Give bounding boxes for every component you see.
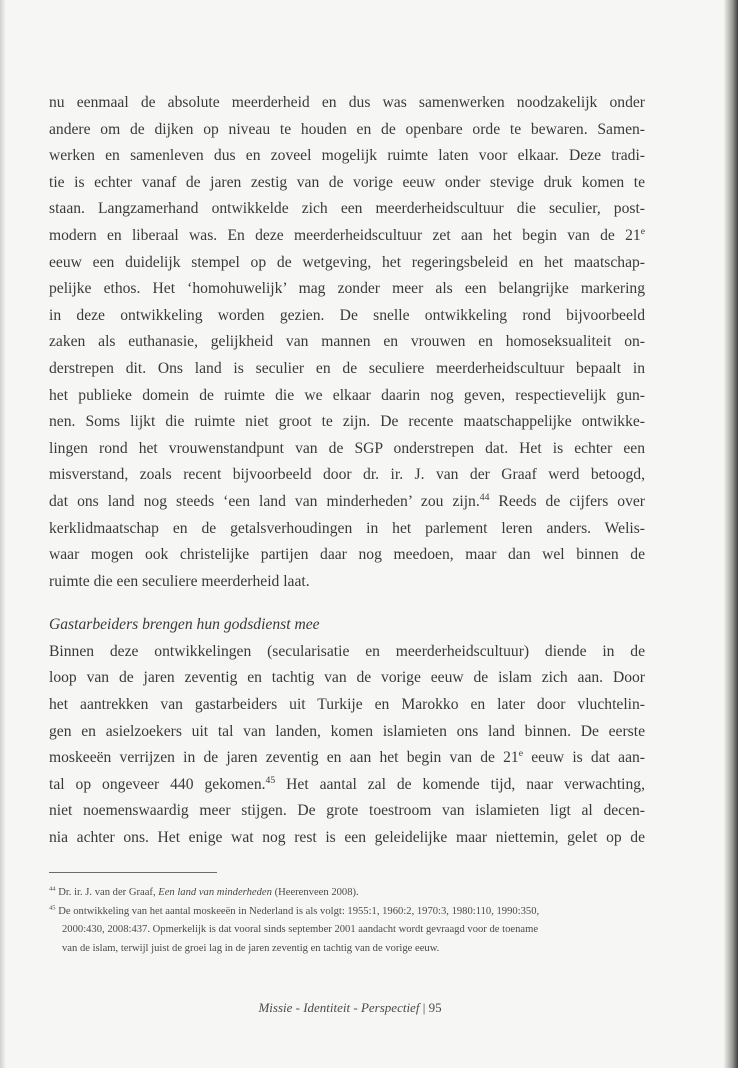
footnote-45 [49, 903, 645, 922]
text-line: pelijke ethos. Het ‘homohuwelijk’ mag zonder meer als een belangrijke markering [49, 280, 645, 298]
footnote-divider [49, 872, 217, 873]
text-line: tie is echter vanaf de jaren zestig van de vorige eeuw onder stevige druk komen te [49, 173, 645, 191]
paragraph-2 [49, 639, 645, 852]
text-line: nia achter ons. Het enige wat nog rest is een geleidelijke maar niettemin, gelet op de [49, 829, 645, 847]
text-line: in deze ontwikkeling worden gezien. De snelle ontwikkeling rond bijvoorbeeld [49, 306, 645, 324]
footer-separator: | [419, 1000, 429, 1015]
text-segment: modern en liberaal was. En deze meerderheidscultuur zet aan het begin van de 21 [49, 226, 641, 244]
text-line [49, 489, 645, 516]
text-line: lingen rond het vrouwenstandpunt van de SGP onderstrepen dat. Het is echter een [49, 439, 645, 457]
text-line: loop van de jaren zeventig en tachtig van de vorige eeuw de islam zich aan. Door [49, 669, 645, 687]
superscript-e: e [640, 225, 645, 237]
text-line: eeuw een duidelijk stempel op de wetgeving, het regeringsbeleid en het maatschap- [49, 253, 645, 271]
footnote-45-continued: van de islam, terwijl juist de groei lag in de jaren zeventig en tachtig van de vorige eeuw. [62, 942, 440, 954]
text-line: staan. Langzamerhand ontwikkelde zich een meerderheidscultuur die seculier, post- [49, 200, 645, 218]
text-line: gen en asielzoekers uit tal van landen, komen islamieten ons land binnen. De eerste [49, 722, 645, 740]
footnote-text: De ontwikkeling van het aantal moskeeën in Nederland is als volgt: 1955:1, 1960:2, 1970:3, 1980:110, 1990:350, [58, 905, 540, 917]
text-segment: moskeeën verrijzen in de jaren zeventig en aan het begin van de 21 [49, 749, 519, 767]
text-line: Binnen deze ontwikkelingen (secularisatie en meerderheidscultuur) diende in de [49, 642, 645, 660]
paragraph-1 [49, 90, 645, 595]
text-line: waar mogen ook christelijke partijen daar nog meedoen, maar dan wel binnen de [49, 546, 645, 564]
text-line: andere om de dijken op niveau te houden en de openbare orde te bewaren. Samen- [49, 120, 645, 138]
text-line: zaken als euthanasie, gelijkheid van mannen en vrouwen en homoseksualiteit on- [49, 333, 645, 351]
text-line: nu eenmaal de absolute meerderheid en dus was samenwerken noodzakelijk onder [49, 94, 645, 111]
footnote-number: 44 [49, 885, 56, 893]
text-line: werken en samenleven dus en zoveel mogelijk ruimte laten voor elkaar. Deze tradi- [49, 147, 645, 165]
footnote-44 [49, 884, 645, 903]
text-line: kerklidmaatschap en de getalsverhoudingen in het parlement leren anders. Welis- [49, 519, 645, 537]
text-segment: eeuw is dat aan- [531, 749, 645, 767]
body-text [49, 90, 645, 852]
page-footer [0, 1000, 700, 1016]
footnote-ref-45[interactable]: 45 [265, 774, 276, 786]
text-segment: Het aantal zal de komende tijd, naar verwachting, [286, 775, 645, 793]
text-segment: Reeds de cijfers over [498, 492, 645, 510]
footnote-book-title: Een land van minderheden [158, 887, 272, 898]
text-segment: dat ons land nog steeds ‘een land van minderheden’ zou zijn. [49, 492, 480, 510]
text-line: derstrepen dit. Ons land is seculier en de seculiere meerderheidscultuur bepaalt in [49, 359, 645, 377]
text-line [49, 223, 645, 250]
footnote-number: 45 [49, 904, 56, 912]
page-number: 95 [428, 1000, 442, 1015]
superscript-e: e [518, 748, 524, 760]
text-line: niet noemenswaardig meer stijgen. De grote toestroom van islamieten ligt al decen- [49, 802, 645, 820]
footnote-text: Dr. ir. J. van der Graaf, [58, 887, 159, 898]
text-line: het aantrekken van gastarbeiders uit Turkije en Marokko en later door vluchtelin- [49, 696, 645, 714]
page-edge-right [724, 0, 738, 1068]
footnote-text: (Heerenveen 2008). [271, 887, 359, 898]
running-title: Missie - Identiteit - Perspectief [258, 1000, 420, 1015]
text-line: misverstand, zoals recent bijvoorbeeld door dr. ir. J. van der Graaf werd betoogd, [49, 466, 645, 484]
footnotes [49, 884, 645, 958]
text-line: het publieke domein de ruimte die we elkaar daarin nog geven, respectievelijk gun- [49, 386, 645, 404]
text-line [49, 745, 645, 772]
text-segment: tal op ongeveer 440 gekomen. [49, 775, 266, 793]
text-line: ruimte die een seculiere meerderheid laat. [49, 572, 310, 590]
text-line [49, 772, 645, 799]
text-line: nen. Soms lijkt die ruimte niet groot te zijn. De recente maatschappelijke ontwikke- [49, 413, 645, 431]
page-edge-left [0, 0, 6, 1068]
section-heading: Gastarbeiders brengen hun godsdienst mee [49, 616, 320, 634]
footnote-45-continued: 2000:430, 2008:437. Opmerkelijk is dat vooral sinds september 2001 aandacht wordt gevraagd voor de toename [62, 924, 539, 936]
footnote-ref-44[interactable]: 44 [479, 491, 490, 503]
